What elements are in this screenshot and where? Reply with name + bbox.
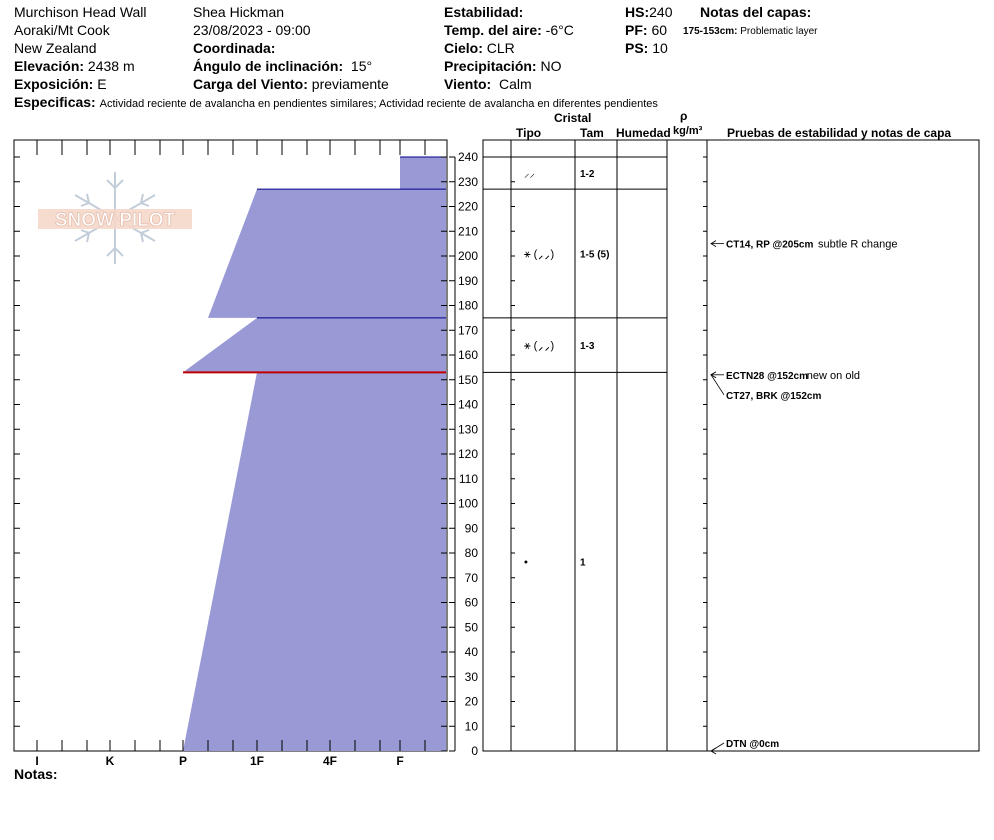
pf-value: 60 — [651, 22, 668, 38]
hs-label: HS: — [625, 4, 650, 20]
height-tick-label: 230 — [457, 174, 478, 189]
stability-label: Estabilidad: — [444, 4, 524, 20]
test-code-2: CT27, BRK @152cm — [726, 390, 822, 402]
hardness-label-f: F — [396, 754, 404, 768]
hardness-label-1f: 1F — [249, 754, 265, 768]
slope-value: 15° — [350, 58, 373, 74]
range-name: Aoraki/Mt Cook — [14, 22, 110, 38]
observation-datetime: 23/08/2023 - 09:00 — [193, 22, 311, 38]
layer-notes-range: 175-153cm: — [683, 26, 738, 37]
height-tick-label: 100 — [457, 496, 478, 511]
exposure-value: E — [97, 76, 107, 92]
hardness-label-i: I — [35, 754, 39, 768]
hardness-profile — [183, 157, 446, 751]
height-tick-label: 160 — [457, 348, 478, 362]
hardness-label-p: P — [178, 754, 188, 768]
elevation-value: 2438 m — [87, 58, 135, 74]
layer-notes-text: Problematic layer — [740, 26, 818, 37]
height-tick-label: 110 — [458, 471, 478, 486]
grain-size-3: 1 — [580, 557, 586, 569]
air-temp-value: -6°C — [545, 22, 574, 38]
logo-text: SNOW PILOT — [54, 210, 176, 231]
test-arrow — [711, 375, 724, 395]
wind-value: Calm — [498, 76, 532, 92]
test-note-1: new on old — [806, 369, 861, 382]
stability-tests — [711, 239, 898, 754]
height-tick-label: 190 — [457, 273, 478, 288]
height-tick-label: 200 — [457, 249, 478, 263]
height-tick-label: 210 — [457, 224, 478, 239]
sky-label: Cielo: — [444, 40, 483, 56]
ps-label: PS: — [625, 40, 649, 56]
hardness-label-k: K — [105, 754, 115, 768]
hardness-layer-0 — [400, 157, 446, 189]
hardness-label-4f: 4F — [322, 754, 338, 768]
grain-type-3: • — [524, 556, 528, 569]
slope-label: Ángulo de inclinación: — [193, 58, 344, 74]
height-tick-label: 120 — [457, 447, 478, 461]
snow-pilot-logo — [38, 172, 192, 264]
height-axis — [449, 150, 478, 758]
hs-value: 240 — [649, 4, 673, 20]
height-tick-label: 220 — [457, 199, 478, 214]
hardness-layer-1 — [208, 189, 446, 318]
height-tick-label: 60 — [464, 595, 478, 610]
height-tick-label: 0 — [471, 744, 478, 758]
tests-header: Pruebas de estabilidad y notas de capa — [727, 126, 952, 140]
moisture-header: Humedad — [616, 126, 671, 140]
pf-label: PF: — [625, 22, 648, 38]
specifics-label: Especificas: — [14, 94, 96, 110]
wind-load-value: previamente — [311, 76, 389, 92]
test-code-1: ECTN28 @152cm — [726, 370, 809, 382]
size-header: Tam — [580, 126, 604, 140]
test-code-0: CT14, RP @205cm — [726, 239, 814, 251]
elevation-label: Elevación: — [14, 58, 85, 74]
coordinate-label: Coordinada: — [193, 40, 276, 56]
height-tick-label: 90 — [464, 521, 478, 536]
specifics-text: Actividad reciente de avalancha en pendientes similares; Actividad reciente de avalancha en diferentes pendientes — [99, 98, 658, 110]
table-height-ticks — [511, 157, 707, 751]
layer-notes-label: Notas del capas: — [700, 4, 812, 20]
wind-label: Viento: — [444, 76, 492, 92]
hardness-axis-labels — [35, 754, 403, 768]
height-tick-label: 150 — [457, 372, 478, 387]
precip-label: Precipitación: — [444, 58, 537, 74]
wind-load-label: Carga del Viento: — [193, 76, 308, 92]
height-tick-label: 70 — [464, 570, 478, 585]
rho-header: ρ — [680, 109, 688, 123]
location-name: Murchison Head Wall — [14, 4, 147, 20]
observer-name: Shea Hickman — [193, 4, 285, 20]
test-note-0: subtle R change — [818, 238, 898, 251]
height-tick-label: 30 — [464, 669, 478, 684]
layer-table-frame — [483, 140, 979, 751]
hardness-layer-3 — [183, 372, 446, 751]
grain-size-0: 1-2 — [580, 169, 595, 181]
height-tick-label: 40 — [464, 645, 478, 659]
precip-value: NO — [540, 58, 562, 74]
crystal-header: Cristal — [554, 111, 592, 125]
density-unit-header: kg/m³ — [673, 125, 703, 137]
air-temp-label: Temp. del aire: — [444, 22, 542, 38]
country-name: New Zealand — [14, 40, 97, 56]
height-tick-label: 80 — [464, 546, 478, 560]
height-tick-label: 10 — [464, 719, 478, 734]
grain-size-2: 1-3 — [580, 341, 595, 353]
height-tick-label: 180 — [457, 298, 478, 313]
height-tick-label: 170 — [457, 323, 478, 338]
grain-type-0: ⸝⸝ — [524, 168, 535, 181]
type-header: Tipo — [516, 126, 542, 140]
sky-value: CLR — [486, 40, 515, 56]
ps-value: 10 — [652, 40, 668, 56]
grain-type-2: ⚹ (⸝⸝) — [524, 340, 555, 353]
grain-type-1: ⚹ (⸝⸝) — [524, 248, 555, 261]
height-tick-label: 140 — [457, 397, 478, 412]
height-tick-label: 50 — [464, 620, 478, 635]
height-tick-label: 130 — [457, 422, 478, 437]
notes-label: Notas: — [14, 766, 58, 782]
exposure-label: Exposición: — [14, 76, 94, 92]
test-code-3: DTN @0cm — [726, 739, 780, 750]
height-tick-label: 20 — [464, 694, 478, 709]
grain-size-1: 1-5 (5) — [580, 249, 610, 261]
height-tick-label: 240 — [457, 150, 478, 164]
hardness-layer-2 — [183, 318, 446, 372]
